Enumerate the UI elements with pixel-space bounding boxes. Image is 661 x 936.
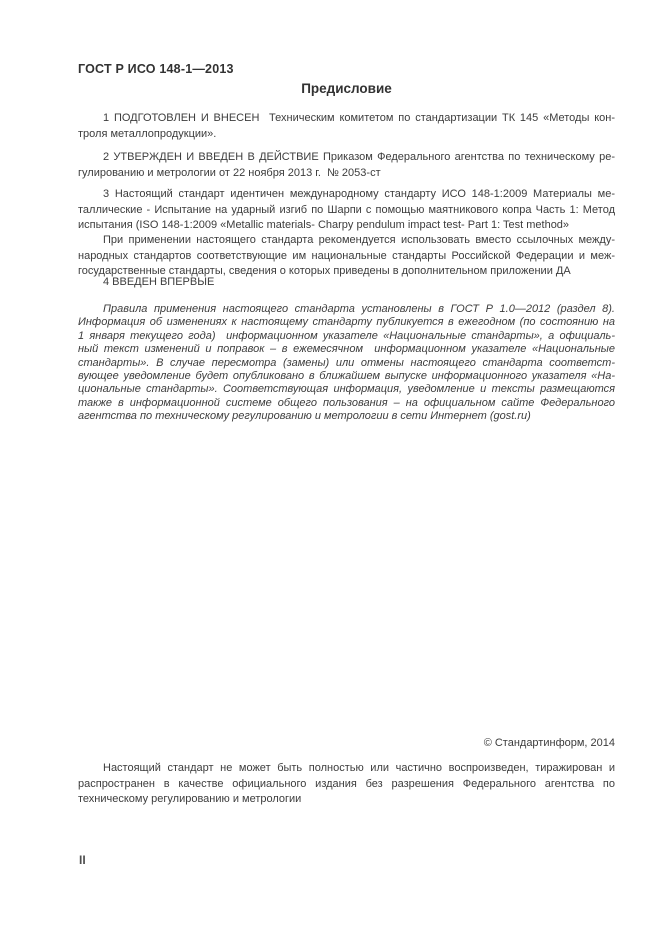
text-line: Правила применения настоящего стандарта установлены в ГОСТ Р 1.0—2012 (раздел 8).: [103, 303, 615, 315]
text-line: Информация об изменениях к настоящему стандарту публикуется в ежегодном (по состоянию на: [78, 316, 615, 329]
application-rules-note: [78, 303, 615, 424]
foreword-item-3-identical-standard: [78, 187, 615, 234]
foreword-item-4-first-introduced: 4 ВВЕДЕН ВПЕРВЫЕ: [103, 276, 215, 288]
text-line: При применении настоящего стандарта рекомендуется использовать вместо ссылочных между-: [103, 234, 615, 246]
text-line: государственные стандарты, сведения о которых приведены в дополнительном приложении ДА: [78, 265, 571, 277]
text-line: 3 Настоящий стандарт идентичен международному стандарту ИСО 148-1:2009 Материалы ме-: [103, 188, 615, 200]
text-line: троля металлопродукции».: [78, 127, 217, 140]
text-line: 2 УТВЕРЖДЕН И ВВЕДЕН В ДЕЙСТВИЕ Приказом Федерального агентства по техническому ре-: [103, 151, 615, 163]
text-line: техническому регулированию и метрологии: [78, 793, 302, 805]
text-line: 1 января текущего года) информационном указателе «Национальные стандарты», а официаль-: [78, 329, 615, 342]
text-line: таллические - Испытание на ударный изгиб по Шарпи с помощью маятникового копра Часть 1: Метод: [78, 203, 615, 216]
text-line: циональные стандарты». Соответствующая информация, уведомление и тексты размещаются: [78, 383, 615, 396]
text-line: ный текст изменений и поправок – в ежемесячном информационном указателе «Национальные: [78, 343, 615, 356]
text-line: агентства по техническому регулированию и метрологии в сети Интернет (gost.ru): [78, 410, 531, 423]
text-line: испытания (ISO 148-1:2009 «Metallic materials- Charpy pendulum impact test- Part 1: Test method»: [78, 219, 570, 231]
text-line: стандарты». В случае пересмотра (замены) или отмены настоящего стандарта соответст-: [78, 356, 615, 369]
text-line: вующее уведомление будет опубликовано в ближайшем выпуске информационного указателя «На-: [78, 370, 615, 383]
text-line: распространен в качестве официального издания без разрешения Федерального агентства по: [78, 777, 615, 790]
text-line: 1 ПОДГОТОВЛЕН И ВНЕСЕН Техническим комитетом по стандартизации ТК 145 «Методы кон-: [103, 112, 615, 124]
text-line: гулированию и метрологии от 22 ноября 2013 г. № 2053-ст: [78, 166, 381, 179]
copyright-notice: © Стандартинформ, 2014: [483, 737, 615, 749]
page-number: II: [79, 853, 86, 867]
reproduction-restriction-notice: [78, 761, 615, 808]
foreword-item-2-approved: [78, 150, 615, 181]
foreword-item-1-prepared: [78, 111, 615, 142]
foreword-item-3-application-note: [78, 233, 615, 280]
text-line: народных стандартов соответствующие им национальные стандарты Российской Федерации и меж-: [78, 249, 615, 262]
text-line: также в информационной системе общего пользования – на официальном сайте Федерального: [78, 396, 615, 409]
page-title: Предисловие: [301, 81, 392, 96]
text-line: Настоящий стандарт не может быть полностью или частично воспроизведен, тиражирован и: [103, 762, 615, 774]
doc-code: ГОСТ Р ИСО 148-1—2013: [78, 62, 234, 76]
